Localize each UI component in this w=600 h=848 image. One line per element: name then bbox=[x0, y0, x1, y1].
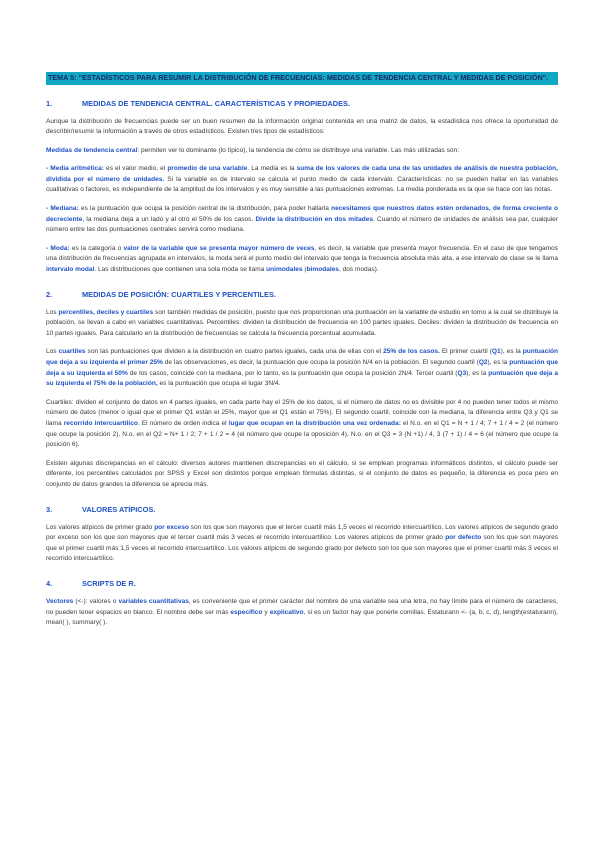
text: , dos modas). bbox=[338, 266, 379, 274]
paragraph-cuartiles bbox=[46, 347, 558, 389]
text: es la categoría o bbox=[69, 244, 124, 252]
text: de las observaciones, es decir, la puntuación que ocupa la posición N/4 en la población. El segundo cuartil ( bbox=[162, 359, 479, 366]
highlight: promedio de una variable bbox=[167, 165, 248, 173]
highlight: recorrido intercuartílico bbox=[63, 419, 138, 427]
text: y bbox=[262, 608, 270, 616]
highlight: variables cuantitativas bbox=[118, 597, 189, 605]
text: Si la variable es de intervalo se calcula el punto medio de cada intervalo. Características: no se pueden hallar en las variables cualitativas o factores, es independiente de la amplitud de los intervalos y es muy sensible a las puntuaciones extremas. La media ponderada es la que se hace con las notas. bbox=[46, 175, 558, 194]
section-number: 2. bbox=[46, 289, 53, 299]
highlight: Medidas de tendencia central bbox=[46, 146, 138, 154]
text: El primer cuartil ( bbox=[439, 348, 492, 356]
text: , si es un factor hay que ponerle comillas. Estaturann <- (a, b, c, d), length(estaturann), mean( ), summary( ). bbox=[46, 608, 558, 627]
text: . Cuando el número de unidades de análisis sea par, cualquier número entre las dos puntuaciones centrales servirá como mediana. bbox=[46, 215, 558, 234]
text: es la puntuación que ocupa la posición central de la distribución, para poder hallarla bbox=[78, 205, 332, 213]
section-heading-2 bbox=[46, 290, 558, 299]
text: (<-): valores o bbox=[73, 597, 119, 605]
text: es la puntuación que ocupa el lugar 3N/4. bbox=[157, 380, 281, 388]
text: Los bbox=[46, 308, 59, 316]
section-heading-4 bbox=[46, 579, 558, 588]
paragraph-moda bbox=[46, 244, 558, 276]
document-title: TEMA 5: “ESTADÍSTICOS PARA RESUMIR LA DISTRIBUCIÓN DE FRECUENCIAS: MEDIDAS DE TENDENCIA CENTRAL Y MEDIDAS DE POSICIÓN”. bbox=[46, 72, 558, 85]
paragraph bbox=[46, 146, 558, 157]
section-number: 1. bbox=[46, 98, 53, 108]
text: son los que son mayores que el tercer cuartil más 1,5 veces el recorrido intercuartílico. Los valores atípicos de segundo grado por exceso son los que son mayores que el tercer cuartil más 3 veces el recorrido intercuartílico. Los valores atípicos de primer grado bbox=[46, 523, 559, 542]
text: son las puntuaciones que dividen a la distribución en cuatro partes iguales, cada una de ellas con el bbox=[85, 348, 384, 356]
text: , es decir, la variable que presenta mayor frecuencia. En el caso de que tengamos una distribución de frecuencias agrupada en intervalos, la moda será el punto medio del intervalo que tenga la frecuencia absoluta más alta, a ese intervalo de clase se le llama bbox=[46, 244, 559, 263]
document-page bbox=[46, 72, 558, 637]
text: ), es la bbox=[500, 348, 523, 356]
text: son también medidas de posición, puesto que nos proporcionan una puntuación en la variable de estudio en torno a la cual se distribuye la población, se llevan a cabo en variables cuantitativas. Percentiles: dividen la distribución de frecuencia en 100 partes iguales. Deciles: dividen la distribución de frecuencia en 10 partes iguales. Para calcularlo en la distribución de frecuencias se calcula la frecuencia porcentual acumulada. bbox=[46, 308, 558, 337]
highlight: por exceso bbox=[154, 523, 189, 531]
highlight: por defecto bbox=[445, 534, 482, 542]
highlight: valor de la variable que se presenta mayor número de veces bbox=[123, 244, 315, 252]
highlight: bimodales bbox=[306, 266, 339, 274]
text: de los casos, coincide con la mediana, por lo tanto, es la puntuación que ocupa la posición 2N/4. Tercer cuartil ( bbox=[127, 369, 458, 377]
highlight: explicativo bbox=[269, 608, 304, 616]
highlight: puntuación que deja a su izquierda el 75% de la población, bbox=[46, 369, 558, 388]
text: , es conveniente que el primer carácter del nombre de una variable sea una letra, no hay límite para el número de caracteres, no pueden tener espacios en blanco. El nombre debe ser más bbox=[46, 597, 558, 616]
section-heading-3 bbox=[46, 505, 558, 514]
paragraph-mediana bbox=[46, 204, 558, 236]
paragraph bbox=[46, 398, 558, 451]
highlight: - Mediana: bbox=[46, 205, 79, 213]
text: , la mediana deja a un lado y al otro el 50% de los casos. bbox=[82, 215, 256, 223]
text: ( bbox=[302, 266, 307, 274]
highlight: Divide la distribución en dos mitades bbox=[255, 215, 373, 223]
text: . El número de orden indica el bbox=[137, 419, 229, 427]
text: : permiten ver lo dominante (lo típico), la tendencia de cómo se distribuye una variable. Las más utilizadas son: bbox=[137, 146, 460, 154]
section-title: MEDIDAS DE TENDENCIA CENTRAL. CARACTERÍSTICAS Y PROPIEDADES. bbox=[82, 98, 351, 108]
highlight: - Moda: bbox=[46, 244, 70, 252]
text: ), es la bbox=[487, 359, 510, 366]
section-title: VALORES ATÍPICOS. bbox=[82, 504, 156, 514]
section-title: MEDIDAS DE POSICIÓN: CUARTILES Y PERCENTILES. bbox=[82, 289, 276, 299]
highlight: intervalo modal bbox=[46, 266, 95, 274]
highlight: cuartiles bbox=[58, 348, 86, 356]
paragraph bbox=[46, 523, 558, 565]
paragraph bbox=[46, 597, 558, 629]
text: ), es la bbox=[466, 369, 489, 377]
highlight: Vectores bbox=[46, 597, 74, 605]
highlight: Q2 bbox=[478, 359, 488, 366]
text: Cuartiles: dividen el conjunto de datos en 4 partes iguales, en cada parte hay el 25% de los datos, si el número de datos no es divisible por 4 no pueden tener todos el mismo número de datos (menor o igual que el primer Q1 están el 25%, mayor que el Q1 están el 75%). El segundo cuartil, coincide con la mediana, la diferencia entre Q3 y Q1 se llama bbox=[46, 398, 558, 427]
text: . La media es la bbox=[247, 165, 297, 173]
paragraph: Existen algunas discrepancias en el cálculo: diversos autores mantienen discrepancias en el cálculo, si se emplean programas informáticos distintos, el cálculo puede ser diferente, los percentiles calculados por SPSS y Excel son distintos porque emplean fórmulas distintas, si el conjunto de datos es pequeño, la diferencia es poca pero en conjunto de datos grandes la diferencia se aprecia más. bbox=[46, 459, 558, 488]
highlight: Q1 bbox=[491, 348, 501, 356]
section-heading-1 bbox=[46, 99, 558, 108]
highlight: - Media aritmética: bbox=[46, 165, 104, 173]
highlight: percentiles, deciles y cuartiles bbox=[58, 308, 154, 316]
highlight: Q3 bbox=[457, 369, 467, 377]
text: son los que son mayores que el primer cuartil más 1,5 veces el recorrido intercuartílico. Los valores atípicos de segundo grado por defecto son los que son mayores que el primer cuartil más 3 veces el recorrido intercuartílico. bbox=[46, 534, 559, 563]
paragraph-media bbox=[46, 164, 558, 196]
text: Los valores atípicos de primer grado bbox=[46, 523, 155, 531]
highlight: lugar que ocupan en la distribución una vez ordenada: bbox=[228, 419, 401, 427]
highlight: puntuación que deja a su izquierda el primer 25% bbox=[46, 348, 559, 366]
highlight: suma de los valores de cada una de las unidades de análisis de nuestra población, dividida por el número de unidades. bbox=[46, 165, 559, 183]
section-title: SCRIPTS DE R. bbox=[82, 578, 136, 588]
paragraph: Aunque la distribución de frecuencias puede ser un buen resumen de la información original contenida en una matriz de datos, la estadística nos ofrece la oportunidad de describir/resumir la información a través de otros estadísticos. Existen tres tipos de estadísticos: bbox=[46, 117, 558, 136]
section-number: 4. bbox=[46, 578, 53, 588]
text: . Las distribuciones que contienen una sola moda se llama bbox=[94, 266, 267, 274]
highlight: puntuación que deja a su izquierda el 50% bbox=[46, 359, 558, 377]
highlight: específico bbox=[230, 608, 263, 616]
section-number: 3. bbox=[46, 504, 53, 514]
highlight: 25% de los casos. bbox=[383, 348, 440, 356]
text: el N.o. en el Q1 = N + 1 / 4; 7 + 1 / 4 = 2 (el número que ocupe la posición 2), N.o. en el Q2 = N+ 1 / 2; 7 + 1 / 2 = 4 (el número que ocupe la oposición 4), N.o. en el Q3 = 3 (N +1) / 4, 3 (7 + 1) / 4 = 6 (el número que ocupe la posición 6). bbox=[46, 419, 558, 449]
highlight: necesitamos que nuestros datos estén ordenados, de forma creciente o decreciente bbox=[46, 205, 559, 223]
paragraph bbox=[46, 308, 558, 340]
highlight: unimodales bbox=[266, 266, 303, 274]
text: es el valor medio, el bbox=[103, 165, 168, 173]
text: Los bbox=[46, 348, 59, 356]
